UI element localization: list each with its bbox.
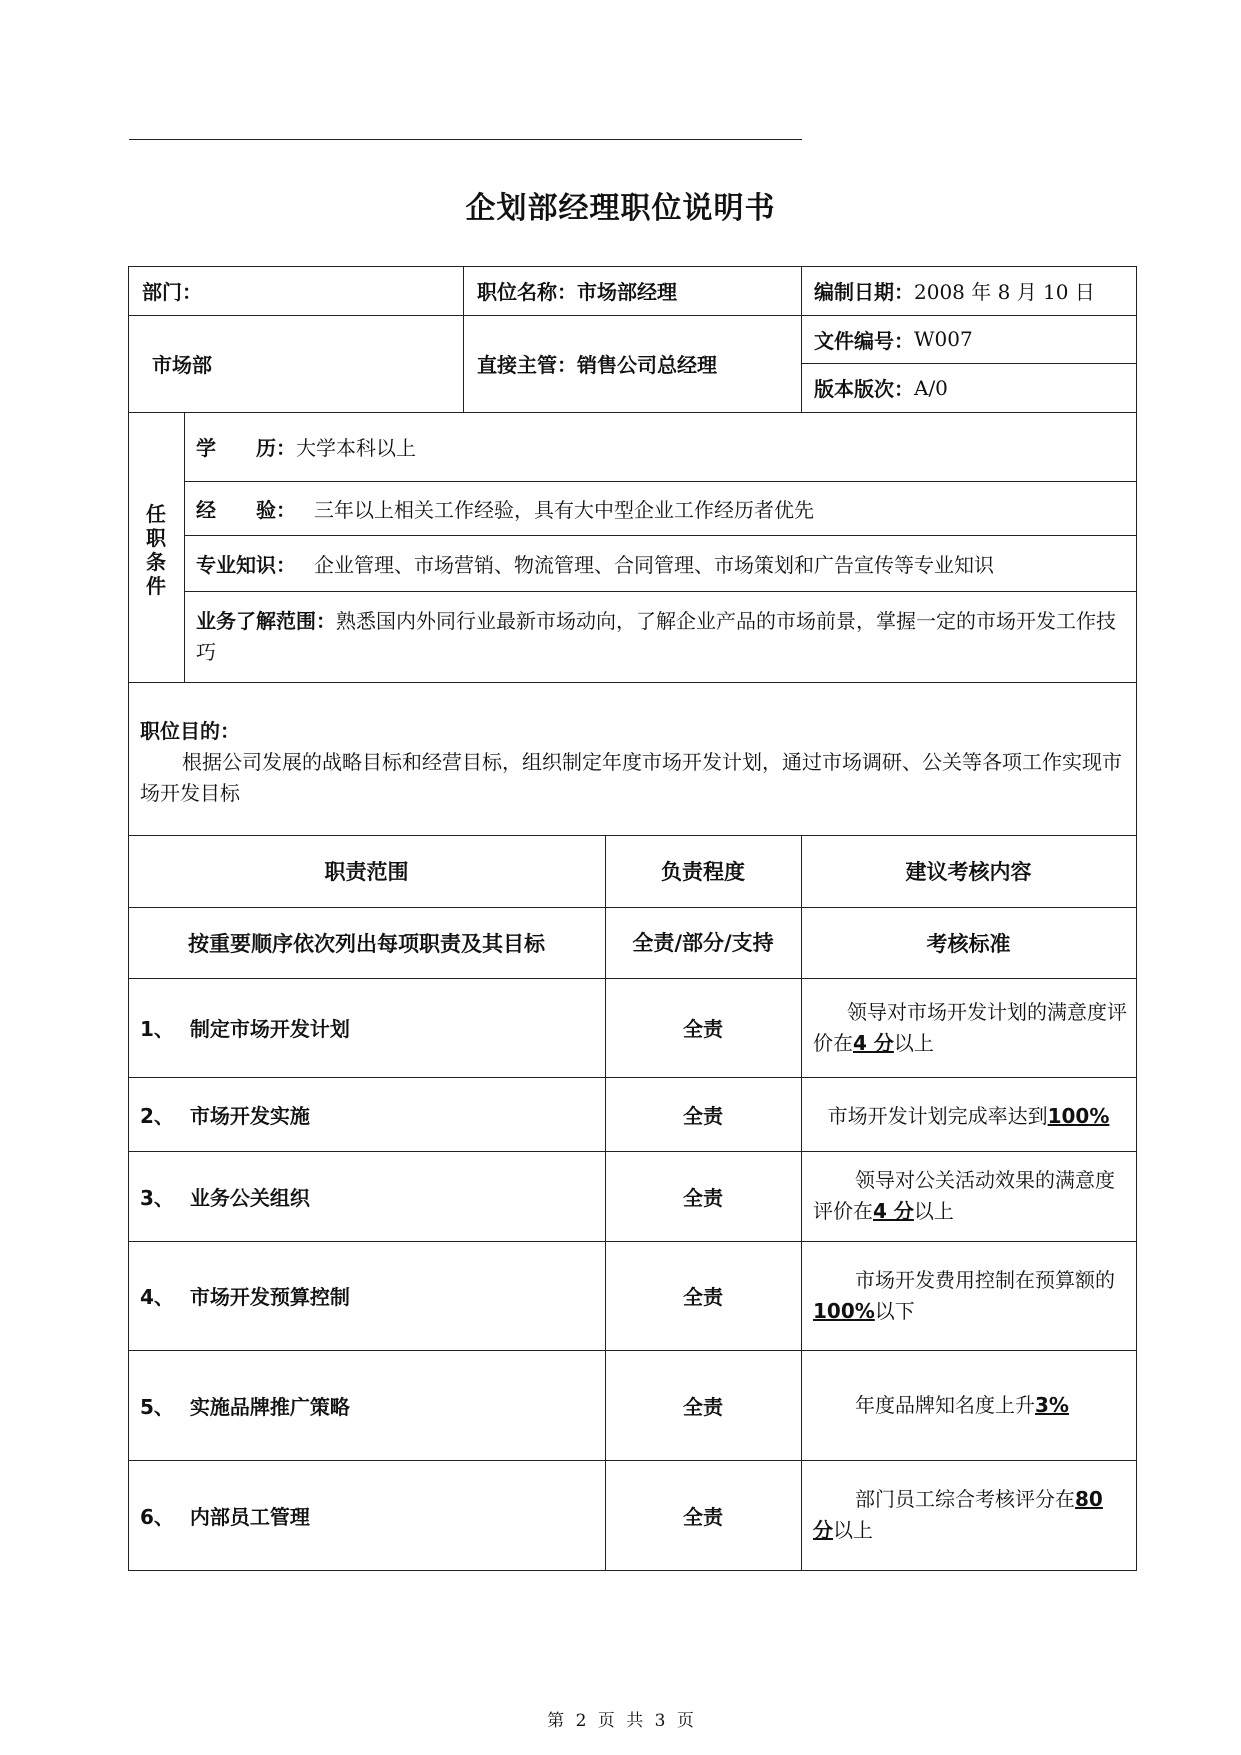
- top-rule: [129, 139, 802, 140]
- std-suffix: 以上: [833, 1518, 873, 1542]
- date-value: 2008 年 8 月 10 日: [914, 280, 1095, 304]
- std-text: 领导对公关活动效果的满意度评价在: [813, 1168, 1115, 1223]
- std-text: 领导对市场开发计划的满意度评价在: [813, 999, 1127, 1055]
- dept-label: 部门：: [142, 280, 202, 304]
- col1-header: 职责范围: [324, 860, 409, 884]
- purpose-text: 根据公司发展的战略目标和经营目标，组织制定年度市场开发计划，通过市场调研、公关等各项工作实现市场开发目标: [140, 750, 1122, 805]
- row-no: 3、: [140, 1185, 174, 1210]
- version-value: A/0: [914, 375, 948, 400]
- std-value: 100%: [813, 1298, 875, 1323]
- education-row: [196, 412, 1131, 481]
- row-duty: 业务公关组织: [189, 1185, 310, 1210]
- title-bold: 企划部经理: [465, 191, 621, 226]
- scope-value: 熟悉国内外同行业最新市场动向，了解企业产品的市场前景，掌握一定的市场开发工作技巧: [196, 609, 1116, 664]
- dept-value: 市场部: [152, 353, 212, 377]
- row-standard: [813, 1151, 1129, 1241]
- version-label: 版本版次：: [814, 377, 914, 401]
- row-standard: [813, 978, 1129, 1077]
- std-text: 市场开发计划完成率达到: [827, 1103, 1048, 1128]
- knowledge-row: [196, 535, 1131, 591]
- std-text: 市场开发费用控制在预算额的: [855, 1267, 1115, 1292]
- education-value: 大学本科以上: [296, 436, 416, 460]
- std-value: 4 分: [873, 1199, 914, 1223]
- std-value: 3%: [1035, 1392, 1069, 1417]
- table-row: [140, 1350, 600, 1460]
- file-no-value: W007: [914, 327, 973, 351]
- row-duty: 市场开发实施: [189, 1103, 310, 1128]
- experience-value: 三年以上相关工作经验，具有大中型企业工作经历者优先: [314, 497, 814, 522]
- row-standard: [801, 1077, 1136, 1151]
- file-number: [814, 315, 1134, 363]
- row-standard: [813, 1350, 1129, 1460]
- experience-row: [196, 481, 1131, 535]
- row-level: 全责: [683, 1185, 723, 1210]
- scope-row: [196, 606, 1131, 678]
- supervisor-label: 直接主管：: [477, 353, 577, 377]
- std-suffix: 以上: [893, 1030, 934, 1055]
- supervisor: [477, 315, 797, 412]
- scope-label: 业务了解范围：: [196, 609, 336, 633]
- knowledge-label: 专业知识：: [196, 552, 296, 577]
- col1-subheader: 按重要顺序依次列出每项职责及其目标: [188, 931, 545, 956]
- knowledge-value: 企业管理、市场营销、物流管理、合同管理、市场策划和广告宣传等专业知识: [314, 552, 994, 577]
- col2-subheader: 全责/部分/支持: [632, 930, 774, 955]
- row-no: 2、: [140, 1103, 174, 1128]
- purpose-section: [140, 716, 1130, 809]
- table-row: [140, 1460, 600, 1570]
- table-row: [140, 978, 600, 1077]
- row-no: 5、: [140, 1394, 174, 1419]
- purpose-label: 职位目的：: [140, 719, 240, 743]
- supervisor-value: 销售公司总经理: [577, 353, 717, 377]
- std-value: 80 分: [813, 1487, 1103, 1542]
- position-value: 市场部经理: [577, 280, 677, 304]
- row-duty: 市场开发预算控制: [189, 1285, 350, 1309]
- col3-header: 建议考核内容: [905, 860, 1032, 884]
- std-value: 4 分: [853, 1030, 894, 1055]
- row-level: 全责: [683, 1103, 723, 1128]
- std-value: 100%: [1047, 1103, 1110, 1128]
- qualifications-side-label: 任职条件: [146, 502, 166, 598]
- file-no-label: 文件编号：: [814, 328, 914, 353]
- experience-label: 经 验：: [196, 497, 296, 522]
- title-rest: 职位说明书: [620, 191, 776, 226]
- col2-header: 负责程度: [661, 860, 745, 884]
- position-label: 职位名称：: [477, 280, 577, 304]
- std-suffix: 以下: [874, 1298, 915, 1323]
- row-standard: [813, 1460, 1129, 1570]
- row-duty: 制定市场开发计划: [189, 1017, 350, 1041]
- row-no: 4、: [140, 1285, 174, 1309]
- education-label: 学 历：: [196, 436, 296, 460]
- std-text: 年度品牌知名度上升: [855, 1392, 1035, 1417]
- position-name: [477, 266, 797, 315]
- std-suffix: 以上: [913, 1199, 954, 1223]
- table-row: [140, 1077, 600, 1151]
- page-number: 第 2 页 共 3 页: [547, 1711, 694, 1731]
- row-level: 全责: [683, 1394, 723, 1419]
- row-no: 6、: [140, 1504, 174, 1529]
- row-no: 1、: [140, 1017, 174, 1041]
- row-level: 全责: [683, 1285, 723, 1309]
- row-level: 全责: [683, 1504, 723, 1529]
- table-row: [140, 1151, 600, 1241]
- col3-subheader: 考核标准: [926, 931, 1011, 956]
- compile-date: [814, 266, 1134, 315]
- page-title: [0, 183, 1241, 227]
- row-duty: 内部员工管理: [189, 1504, 310, 1529]
- row-duty: 实施品牌推广策略: [189, 1394, 350, 1419]
- row-standard: [813, 1241, 1129, 1350]
- row-level: 全责: [683, 1017, 723, 1041]
- std-text: 部门员工综合考核评分在: [855, 1487, 1075, 1511]
- version: [814, 363, 1134, 412]
- date-label: 编制日期：: [814, 280, 914, 304]
- table-row: [140, 1241, 600, 1350]
